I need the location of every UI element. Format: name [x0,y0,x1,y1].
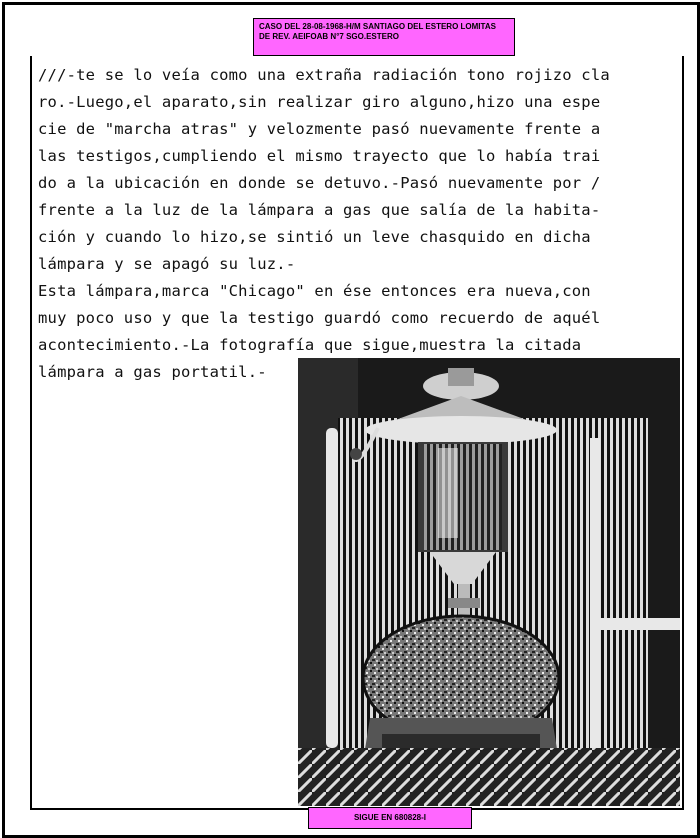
gas-lamp-photo [298,358,680,806]
text-line: ro.-Luego,el aparato,sin realizar giro alguno,hizo una espe [38,93,601,111]
case-header-line-1: CASO DEL 28-08-1968-H/M SANTIAGO DEL ESTERO LOMITAS [259,22,496,31]
text-line: do a la ubicación en donde se detuvo.-Pasó nuevamente por / [38,174,601,192]
text-line: cie de "marcha atras" y velozmente pasó nuevamente frente a [38,120,601,138]
case-header-label [253,18,515,56]
text-line: ///-te se lo veía como una extraña radiación tono rojizo cla [38,66,610,84]
text-line: ción y cuando lo hizo,se sintió un leve chasquido en dicha [38,228,591,246]
text-line: acontecimiento.-La fotografía que sigue,muestra la citada [38,336,582,354]
text-line: Esta lámpara,marca "Chicago" en ése entonces era nueva,con [38,282,591,300]
continuation-label: SIGUE EN 680828-I [308,807,472,829]
text-line: muy poco uso y que la testigo guardó como recuerdo de aquél [38,309,601,327]
text-line: las testigos,cumpliendo el mismo trayecto que lo había trai [38,147,601,165]
gas-lamp-illustration [298,358,680,806]
text-line: lámpara y se apagó su luz.- [38,255,296,273]
text-line: frente a la luz de la lámpara a gas que salía de la habita- [38,201,601,219]
text-line: lámpara a gas portatil.- [38,363,267,381]
case-header-line-2: DE REV. AEIFOAB N°7 SGO.ESTERO [259,32,399,41]
typewritten-text [38,62,688,386]
